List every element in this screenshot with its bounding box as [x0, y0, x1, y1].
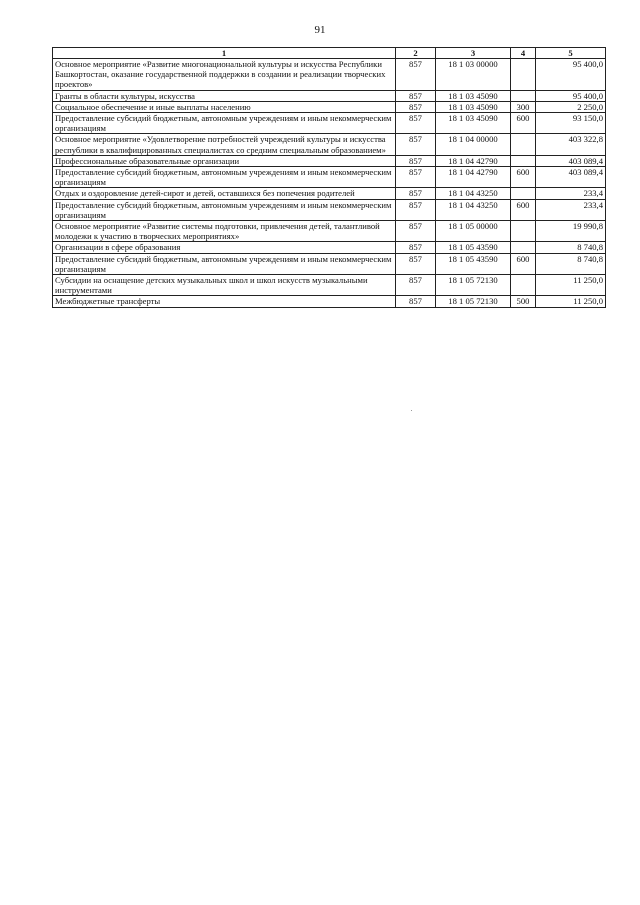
row-ministry-cell: 857: [396, 134, 436, 155]
table-row: [53, 188, 606, 199]
table-row: [53, 221, 606, 242]
row-name-cell: Отдых и оздоровление детей-сирот и детей, оставшихся без попечения родителей: [53, 188, 396, 199]
row-type-cell: 600: [511, 199, 536, 220]
row-ministry-cell: 857: [396, 90, 436, 101]
table-row: [53, 113, 606, 134]
row-name-cell: Предоставление субсидий бюджетным, автономным учреждениям и иным некоммерческим организациям: [53, 199, 396, 220]
row-sum-cell: 8 740,8: [536, 253, 606, 274]
row-name-cell: Основное мероприятие «Развитие многонациональной культуры и искусства Республики Башкортостан, оказание государственной поддержки в создании и реализации творческих проектов»: [53, 59, 396, 91]
row-ministry-cell: 857: [396, 221, 436, 242]
row-code-cell: 18 1 03 00000: [436, 59, 511, 91]
row-type-cell: 500: [511, 296, 536, 307]
scan-speck: [411, 410, 412, 411]
row-sum-cell: 95 400,0: [536, 59, 606, 91]
row-ministry-cell: 857: [396, 188, 436, 199]
row-code-cell: 18 1 03 45090: [436, 101, 511, 112]
row-name-cell: Предоставление субсидий бюджетным, автономным учреждениям и иным некоммерческим организациям: [53, 253, 396, 274]
table-row: [53, 134, 606, 155]
row-name-cell: Социальное обеспечение и иные выплаты населению: [53, 101, 396, 112]
row-code-cell: 18 1 05 43590: [436, 253, 511, 274]
row-sum-cell: 403 089,4: [536, 155, 606, 166]
row-ministry-cell: 857: [396, 253, 436, 274]
row-sum-cell: 403 089,4: [536, 167, 606, 188]
row-ministry-cell: 857: [396, 275, 436, 296]
table-row: [53, 296, 606, 307]
row-code-cell: 18 1 03 45090: [436, 113, 511, 134]
table-row: [53, 242, 606, 253]
row-sum-cell: 233,4: [536, 199, 606, 220]
row-name-cell: Основное мероприятие «Развитие системы подготовки, привлечения детей, талантливой молодежи к участию в творческих мероприятиях»: [53, 221, 396, 242]
row-ministry-cell: 857: [396, 59, 436, 91]
row-name-cell: Предоставление субсидий бюджетным, автономным учреждениям и иным некоммерческим организациям: [53, 113, 396, 134]
row-sum-cell: 93 150,0: [536, 113, 606, 134]
row-code-cell: 18 1 04 00000: [436, 134, 511, 155]
row-name-cell: Предоставление субсидий бюджетным, автономным учреждениям и иным некоммерческим организациям: [53, 167, 396, 188]
table-row: [53, 90, 606, 101]
table-row: [53, 59, 606, 91]
page-number: 91: [314, 24, 326, 36]
row-type-cell: [511, 275, 536, 296]
row-ministry-cell: 857: [396, 296, 436, 307]
row-code-cell: 18 1 05 00000: [436, 221, 511, 242]
row-name-cell: Основное мероприятие «Удовлетворение потребностей учреждений культуры и искусства республики в квалифицированных специалистах со средним специальным образованием»: [53, 134, 396, 155]
row-ministry-cell: 857: [396, 242, 436, 253]
row-ministry-cell: 857: [396, 199, 436, 220]
row-type-cell: [511, 188, 536, 199]
row-code-cell: 18 1 04 42790: [436, 167, 511, 188]
row-type-cell: 600: [511, 113, 536, 134]
row-code-cell: 18 1 05 72130: [436, 275, 511, 296]
row-sum-cell: 95 400,0: [536, 90, 606, 101]
row-name-cell: Субсидии на оснащение детских музыкальных школ и школ искусств музыкальными инструментами: [53, 275, 396, 296]
row-type-cell: 600: [511, 167, 536, 188]
row-sum-cell: 8 740,8: [536, 242, 606, 253]
row-type-cell: 300: [511, 101, 536, 112]
row-ministry-cell: 857: [396, 155, 436, 166]
row-sum-cell: 19 990,8: [536, 221, 606, 242]
row-code-cell: 18 1 05 72130: [436, 296, 511, 307]
row-type-cell: [511, 59, 536, 91]
row-type-cell: [511, 134, 536, 155]
header-cell-2: 2: [396, 48, 436, 59]
header-cell-4: 4: [511, 48, 536, 59]
row-code-cell: 18 1 03 45090: [436, 90, 511, 101]
row-code-cell: 18 1 04 42790: [436, 155, 511, 166]
row-type-cell: [511, 155, 536, 166]
row-sum-cell: 403 322,8: [536, 134, 606, 155]
row-code-cell: 18 1 04 43250: [436, 188, 511, 199]
header-cell-3: 3: [436, 48, 511, 59]
row-type-cell: [511, 242, 536, 253]
row-type-cell: 600: [511, 253, 536, 274]
row-sum-cell: 11 250,0: [536, 296, 606, 307]
row-type-cell: [511, 90, 536, 101]
row-name-cell: Профессиональные образовательные организации: [53, 155, 396, 166]
row-name-cell: Организации в сфере образования: [53, 242, 396, 253]
row-code-cell: 18 1 04 43250: [436, 199, 511, 220]
table-header-row: [53, 48, 606, 59]
table-row: [53, 253, 606, 274]
row-ministry-cell: 857: [396, 113, 436, 134]
row-ministry-cell: 857: [396, 101, 436, 112]
row-name-cell: Межбюджетные трансферты: [53, 296, 396, 307]
row-type-cell: [511, 221, 536, 242]
table-row: [53, 167, 606, 188]
row-sum-cell: 2 250,0: [536, 101, 606, 112]
table-row: [53, 275, 606, 296]
row-code-cell: 18 1 05 43590: [436, 242, 511, 253]
row-sum-cell: 11 250,0: [536, 275, 606, 296]
table-row: [53, 155, 606, 166]
row-name-cell: Гранты в области культуры, искусства: [53, 90, 396, 101]
table-row: [53, 199, 606, 220]
header-cell-5: 5: [536, 48, 606, 59]
row-sum-cell: 233,4: [536, 188, 606, 199]
header-cell-1: 1: [53, 48, 396, 59]
table-row: [53, 101, 606, 112]
budget-table: [52, 47, 606, 308]
row-ministry-cell: 857: [396, 167, 436, 188]
